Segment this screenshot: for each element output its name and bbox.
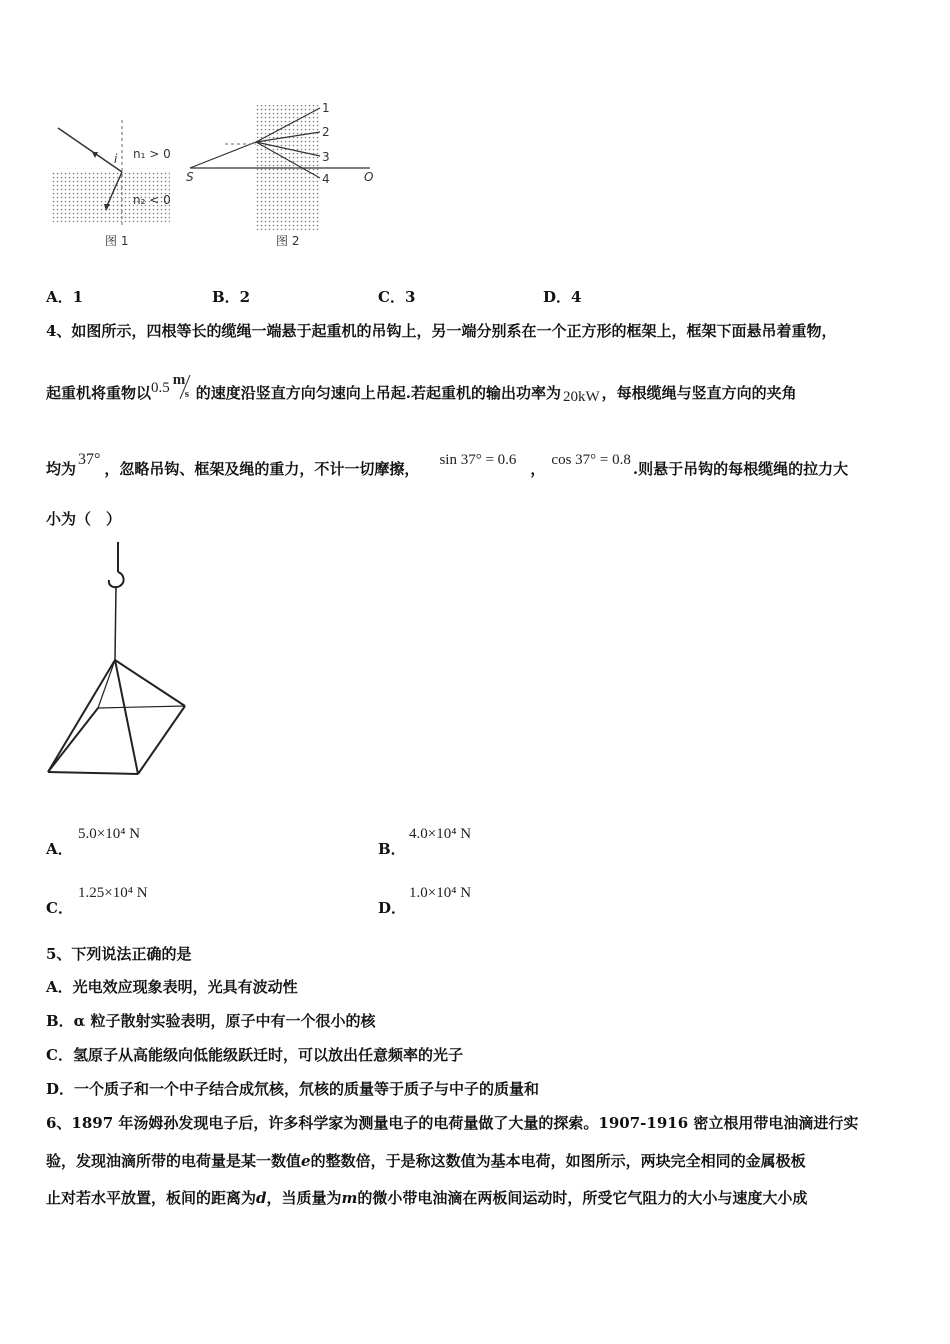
q3-option-a[interactable]: A．1: [46, 288, 84, 306]
q4-option-b-value: 4.0×10⁴ N: [409, 826, 472, 842]
q6-line-2a: 验，发现油滴所带的电荷量是某一数值: [46, 1152, 302, 1170]
q3-option-c[interactable]: C．3: [378, 288, 416, 306]
q5-option-d[interactable]: D．一个质子和一个中子结合成氘核，氘核的质量等于质子与中子的质量和: [46, 1080, 540, 1098]
fig1-i-label: i: [114, 152, 118, 166]
crane-hook-figure: [40, 538, 200, 778]
figure-1: [52, 120, 170, 225]
q4-option-b-label[interactable]: B．: [378, 840, 406, 858]
figure-2: [190, 105, 370, 230]
q6-symbol-e: e: [301, 1152, 311, 1170]
q5-option-c[interactable]: C．氢原子从高能级向低能级跃迁时，可以放出任意频率的光子: [46, 1046, 463, 1064]
q4-power-value: 20kW: [563, 389, 600, 405]
q4-sin-value: sin 37° = 0.6: [439, 452, 517, 468]
q3-option-b[interactable]: B．2: [212, 288, 251, 306]
q6-line-2b: 的整数倍，于是称这数值为基本电荷，如图所示，两块完全相同的金属极板: [310, 1152, 806, 1170]
fig2-ray-3: 3: [322, 150, 330, 164]
q6-line-3b: ，当质量为: [266, 1189, 342, 1207]
fig2-ray-2: 2: [322, 125, 330, 139]
fig2-o-label: O: [364, 170, 374, 184]
q4-cos-value: cos 37° = 0.8: [551, 452, 631, 468]
q4-option-c-label[interactable]: C．: [46, 899, 73, 917]
q4-line-4: 小为（ ）: [46, 510, 122, 528]
fig1-n2-label: n₂ < 0: [133, 193, 171, 207]
q4-speed-unit-m: m: [172, 372, 186, 388]
q6-line-1: 6、1897 年汤姆孙发现电子后，许多科学家为测量电子的电荷量做了大量的探索。1907-1916 密立根用带电油滴进行实: [46, 1114, 859, 1132]
q4-speed-unit: [170, 372, 196, 404]
q4-option-a-label[interactable]: A．: [46, 840, 73, 858]
q4-angle-value: 37°: [78, 451, 101, 468]
q4-line-2b: 的速度沿竖直方向匀速向上吊起.若起重机的输出功率为: [195, 384, 561, 402]
q4-option-d-value: 1.0×10⁴ N: [409, 885, 472, 901]
fig2-ray-1: 1: [322, 101, 330, 115]
q5-option-b[interactable]: B．α 粒子散射实验表明，原子中有一个很小的核: [46, 1012, 376, 1030]
q6-symbol-d: d: [256, 1189, 267, 1207]
q6-line-3a: 止对若水平放置，板间的距离为: [46, 1189, 257, 1207]
q6-line-3c: 的微小带电油滴在两板间运动时，所受它气阻力的大小与速度大小成: [357, 1189, 808, 1207]
q4-line-3: [46, 451, 849, 479]
q6-line-3: [46, 1187, 807, 1208]
q4-line-3b: ，忽略吊钩、框架及绳的重力，不计一切摩擦，: [104, 460, 420, 478]
fig2-ray-4: 4: [322, 172, 330, 186]
q4-option-a-value: 5.0×10⁴ N: [78, 826, 141, 842]
q4-option-d-label[interactable]: D．: [378, 899, 407, 917]
q4-comma: ，: [530, 460, 546, 478]
refraction-figures: [40, 100, 400, 260]
q4-line-2c: ，每根缆绳与竖直方向的夹角: [601, 384, 797, 402]
q5-option-a[interactable]: A．光电效应现象表明，光具有波动性: [46, 978, 298, 996]
q3-option-d[interactable]: D．4: [543, 288, 582, 306]
q4-speed-unit-s: s: [184, 388, 190, 400]
q4-line-2: [46, 372, 797, 405]
fig1-n1-label: n₁ > 0: [133, 147, 171, 161]
q6-symbol-m: m: [341, 1189, 358, 1207]
q4-line-3c: .则悬于吊钩的每根缆绳的拉力大: [632, 460, 849, 478]
fig2-s-label: S: [186, 170, 194, 184]
q4-line-2a: 起重机将重物以: [46, 384, 152, 402]
fig2-caption: 图 2: [276, 234, 300, 248]
q4-line-1: 4、如图所示，四根等长的缆绳一端悬于起重机的吊钩上，另一端分别系在一个正方形的框架上，框架下面悬吊着重物，: [46, 322, 837, 340]
q4-option-c-value: 1.25×10⁴ N: [78, 885, 148, 901]
q5-stem: 5、下列说法正确的是: [46, 945, 192, 963]
fig1-caption: 图 1: [105, 234, 129, 248]
q6-line-2: [46, 1150, 806, 1171]
q4-speed-value: 0.5: [151, 380, 170, 396]
q4-line-3a: 均为: [46, 460, 77, 478]
